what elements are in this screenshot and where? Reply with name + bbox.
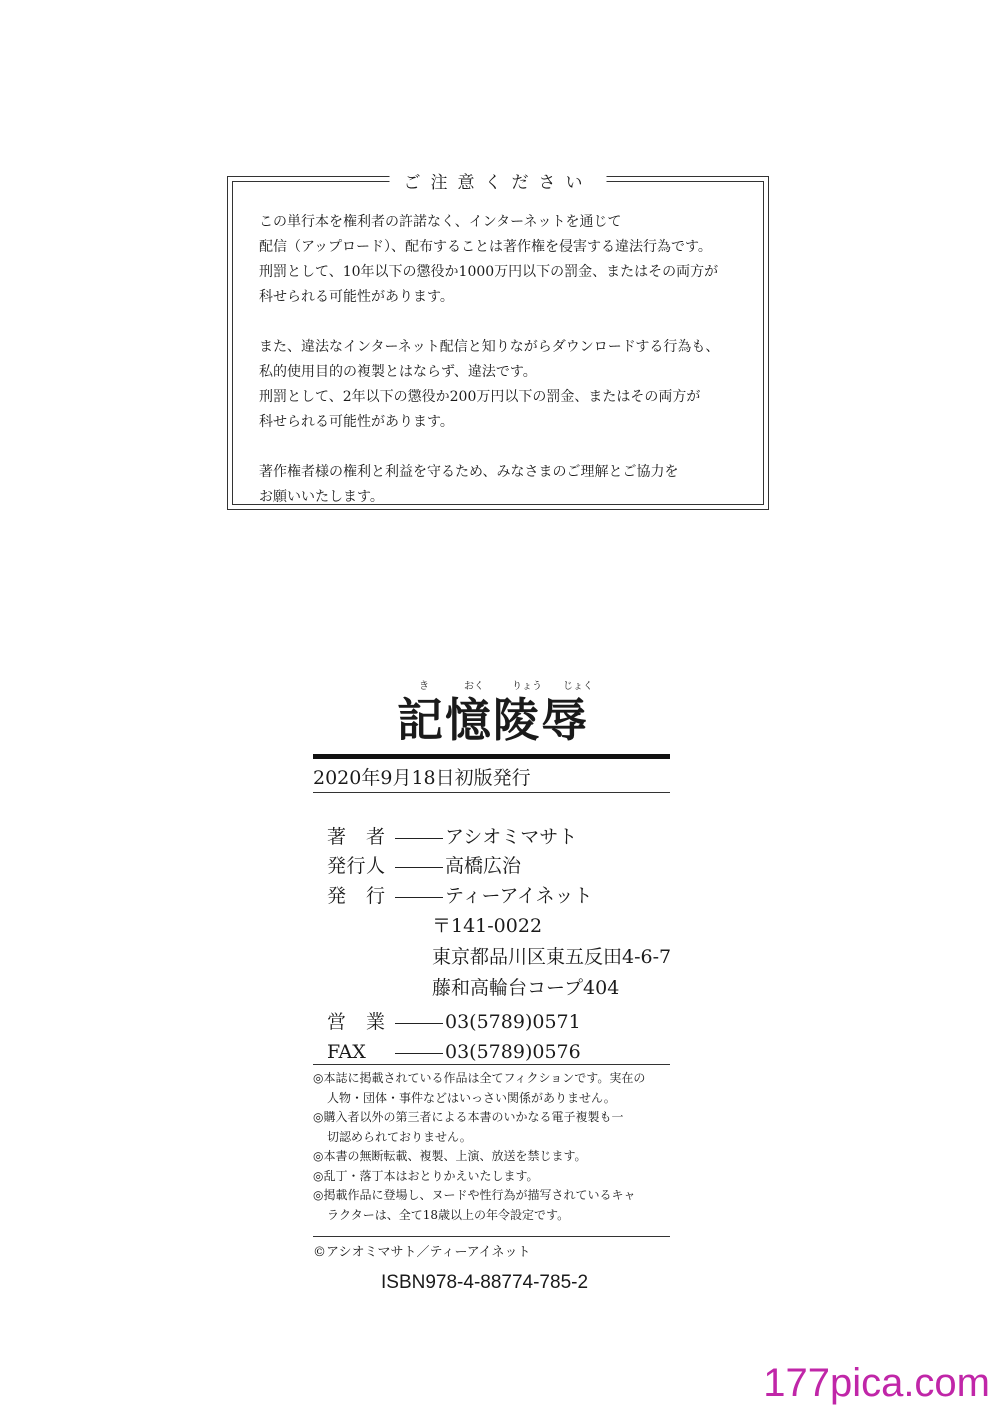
notice-body	[259, 210, 749, 510]
isbn: ISBN978-4-88774-785-2	[381, 1272, 589, 1293]
credit-value: 高橋広治	[445, 855, 522, 877]
credit-value: アシオミマサト	[445, 826, 578, 848]
title-rule	[313, 754, 670, 759]
dash-line	[395, 867, 443, 868]
title-ruby	[400, 681, 610, 693]
credit-author	[327, 822, 577, 852]
credit-publisher	[327, 881, 593, 911]
note-line: ◎本書の無断転載、複製、上演、放送を禁じます。	[313, 1149, 587, 1163]
address-line-2: 藤和高輪台コープ404	[432, 977, 620, 999]
ruby-ki: き	[419, 681, 429, 692]
notice-line: 著作権者様の権利と利益を守るため、みなさまのご理解とご協力を	[259, 464, 679, 480]
ruby-oku: おく	[464, 681, 484, 692]
divider	[313, 1064, 670, 1065]
notice-line: また、違法なインターネット配信と知りながらダウンロードする行為も、	[259, 339, 720, 355]
address-line-1: 東京都品川区東五反田4-6-7	[432, 946, 672, 968]
dash-line	[395, 838, 443, 839]
watermark: 177pica.com	[763, 1361, 990, 1405]
credit-label: 発行	[327, 885, 385, 907]
copyright: ©アシオミマサト／ティーアイネット	[313, 1245, 531, 1260]
notice-inner-frame	[232, 173, 764, 505]
credit-label: 営業	[327, 1011, 385, 1033]
note-line: ラクターは、全て18歳以上の年令設定です。	[327, 1207, 570, 1222]
dash-line	[395, 1053, 443, 1054]
credit-label: FAX	[327, 1041, 366, 1063]
note-line: ◎乱丁・落丁本はおとりかえいたします。	[313, 1168, 539, 1183]
ruby-joku: じょく	[563, 681, 593, 692]
publication-date: 2020年9月18日初版発行	[313, 767, 531, 789]
ruby-ryou: りょう	[512, 681, 542, 692]
note-line: ◎本誌に掲載されている作品は全てフィクションです。実在の	[313, 1071, 646, 1085]
credit-publisher-person	[327, 851, 521, 881]
book-title: 記憶陵辱	[397, 693, 589, 747]
notice-title: ご注意ください	[390, 168, 607, 193]
notice-line: 科せられる可能性があります。	[259, 289, 454, 305]
note-line: 切認められておりません。	[327, 1129, 472, 1144]
notice-line: この単行本を権利者の許諾なく、インターネットを通じて	[259, 214, 622, 230]
notes	[313, 1069, 683, 1225]
divider	[313, 1236, 670, 1237]
notice-line: 科せられる可能性があります。	[259, 414, 454, 430]
notice-line: 私的使用目的の複製とはならず、違法です。	[259, 364, 537, 380]
notice-line: 刑罰として、10年以下の懲役か1000万円以下の罰金、またはその両方が	[259, 264, 719, 280]
divider	[313, 792, 670, 793]
notice-box	[227, 173, 769, 510]
postal-code: 〒141-0022	[432, 915, 543, 937]
notice-line: お願いいたします。	[259, 489, 384, 505]
credit-value: ティーアイネット	[445, 885, 593, 907]
notice-line: 刑罰として、2年以下の懲役か200万円以下の罰金、またはその両方が	[259, 389, 701, 405]
note-line: 人物・団体・事件などはいっさい関係がありません。	[327, 1090, 616, 1105]
notice-paragraph	[259, 335, 749, 435]
credit-label: 著者	[327, 826, 385, 848]
dash-line	[395, 1023, 443, 1024]
credit-sales	[327, 1007, 581, 1037]
notice-paragraph	[259, 210, 749, 310]
notice-paragraph	[259, 460, 749, 510]
credit-fax	[327, 1037, 581, 1067]
notice-line: 配信（アップロード）、配布することは著作権を侵害する違法行為です。	[259, 239, 712, 255]
credit-value: 03(5789)0576	[445, 1041, 581, 1063]
note-line: ◎掲載作品に登場し、ヌードや性行為が描写されているキャ	[313, 1188, 636, 1202]
dash-line	[395, 897, 443, 898]
credit-value: 03(5789)0571	[445, 1011, 581, 1033]
note-line: ◎購入者以外の第三者による本書のいかなる電子複製も一	[313, 1110, 624, 1124]
credit-label: 発行人	[327, 855, 385, 877]
